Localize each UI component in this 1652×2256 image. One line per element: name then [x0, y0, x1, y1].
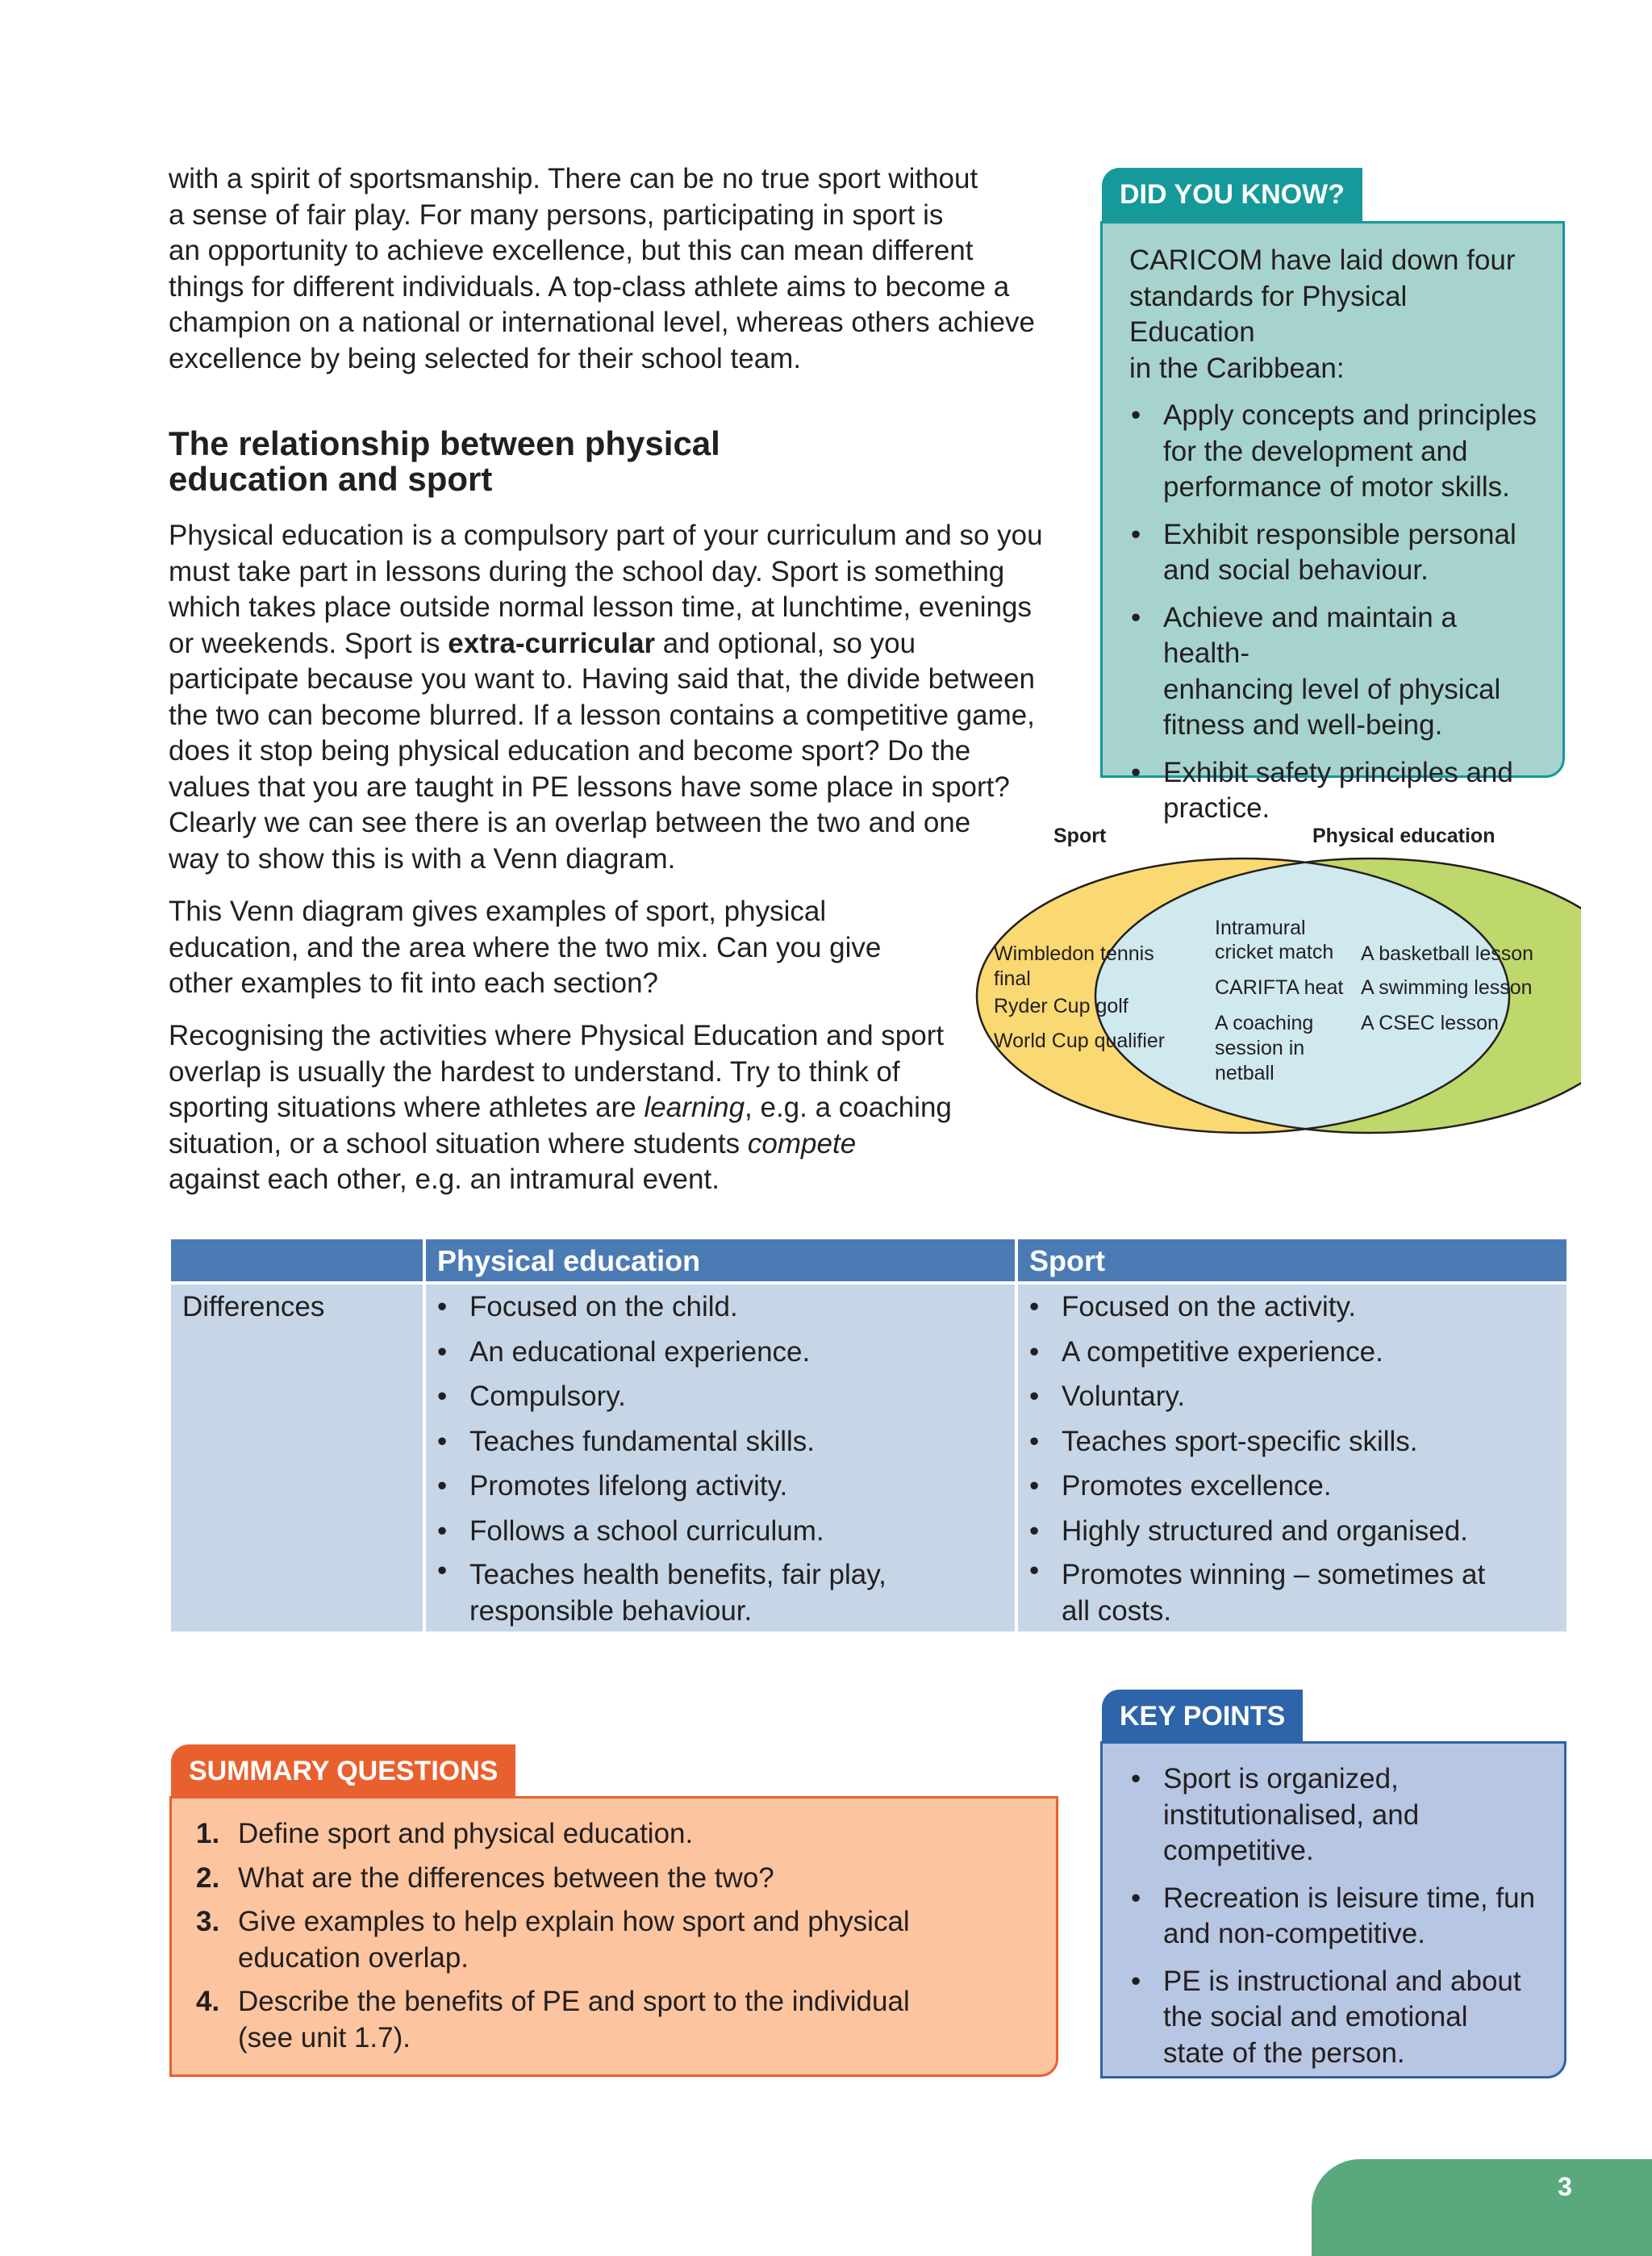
- question-item: [196, 1904, 1032, 1976]
- item-text: An educational experience.: [469, 1335, 811, 1368]
- venn-overlap-item: [1215, 1062, 1274, 1084]
- table-list-item: [436, 1553, 1000, 1629]
- item-line: • Achieve and maintain a health-: [1163, 601, 1457, 669]
- paragraph-line: [169, 1126, 975, 1163]
- venn-overlap-item: [1215, 941, 1333, 963]
- question-line: (see unit 1.7).: [238, 2021, 411, 2053]
- paragraph-line: which takes place outside normal lesson time, at lunchtime, evenings: [169, 591, 1032, 623]
- venn-item-line: A swimming lesson: [1361, 976, 1533, 999]
- text: , e.g. a coaching: [745, 1092, 952, 1123]
- item-line: • Recreation is leisure time, fun: [1163, 1882, 1536, 1914]
- venn-item-line: session in: [1215, 1037, 1305, 1059]
- paragraph-line: against each other, e.g. an intramural event.: [169, 1164, 720, 1195]
- did-you-know-intro: [1129, 243, 1538, 386]
- table-list-item: [1028, 1419, 1560, 1464]
- key-points-box: [1100, 1741, 1566, 2078]
- item-text: Highly structured and organised.: [1062, 1514, 1468, 1547]
- list-item: [1129, 600, 1538, 744]
- question-line: education overlap.: [238, 1941, 469, 1974]
- section-paragraph-1: [169, 518, 1072, 877]
- item-text: Focused on the activity.: [1062, 1291, 1357, 1322]
- section-heading-line: education and sport: [169, 460, 493, 498]
- venn-item-line: Intramural: [1215, 917, 1306, 939]
- item-line: and social behaviour.: [1163, 554, 1429, 586]
- table-list-item: [436, 1330, 1000, 1375]
- item-line: performance of motor skills.: [1163, 471, 1510, 503]
- text: or weekends. Sport is: [169, 627, 448, 659]
- item-line: the social and emotional: [1163, 2001, 1468, 2032]
- paragraph-line: This Venn diagram gives examples of sport, physical: [169, 896, 827, 927]
- table-list-item: [1028, 1285, 1560, 1330]
- item-line: responsible behaviour.: [469, 1594, 753, 1627]
- intro-line: with a spirit of sportsmanship. There can be no true sport without: [169, 163, 978, 194]
- key-points-tab: KEY POINTS: [1102, 1690, 1303, 1743]
- venn-item-line: cricket match: [1215, 941, 1334, 963]
- item-line: • Apply concepts and principles: [1163, 399, 1537, 431]
- section-heading: [169, 426, 720, 497]
- paragraph-line: [169, 626, 1072, 662]
- paragraph-line: does it stop being physical education and become sport? Do the: [169, 735, 971, 767]
- table-header-sport: Sport: [1018, 1239, 1566, 1281]
- question-item: [196, 1984, 1032, 2056]
- section-paragraph-3: [169, 1018, 975, 1198]
- item-line: all costs.: [1062, 1594, 1172, 1627]
- intro-line: standards for Physical Education: [1129, 280, 1408, 348]
- table-list-item: [1028, 1509, 1560, 1554]
- table-list-item: [436, 1509, 1000, 1554]
- venn-sport-item: [994, 967, 1031, 990]
- question-item: [196, 1861, 1032, 1897]
- question-line: Give examples to help explain how sport and physical: [238, 1906, 910, 1937]
- venn-item-line: final: [994, 967, 1031, 990]
- section-heading-line: The relationship between physical: [169, 424, 720, 462]
- summary-questions-box: [169, 1796, 1058, 2077]
- question-number: 3.: [196, 1906, 220, 1937]
- item-text: Promotes lifelong activity.: [469, 1470, 788, 1502]
- item-text: Follows a school curriculum.: [469, 1514, 824, 1547]
- venn-item-line: CARIFTA heat: [1215, 976, 1344, 999]
- paragraph-line: education, and the area where the two mix. Can you give: [169, 931, 882, 963]
- item-text: Promotes excellence.: [1062, 1470, 1332, 1502]
- venn-pe-item: [1361, 976, 1533, 999]
- question-line: Describe the benefits of PE and sport to the individual: [238, 1986, 910, 2017]
- table-list-item: [436, 1419, 1000, 1464]
- item-line: enhancing level of physical: [1163, 673, 1501, 705]
- did-you-know-tab: DID YOU KNOW?: [1102, 168, 1362, 221]
- venn-item-line: World Cup qualifier: [994, 1030, 1166, 1052]
- list-item: [1129, 1964, 1540, 2072]
- paragraph-line: Clearly we can see there is an overlap between the two and one: [169, 807, 971, 838]
- item-line: practice.: [1163, 792, 1270, 824]
- list-item: [1129, 1881, 1540, 1953]
- table-column-divider: [1015, 1239, 1018, 1631]
- bold-term: extra-curricular: [448, 627, 656, 659]
- venn-overlap-item: [1215, 1012, 1313, 1034]
- venn-item-line: netball: [1215, 1062, 1274, 1084]
- item-line: competitive.: [1163, 1835, 1314, 1866]
- paragraph-line: values that you are taught in PE lessons have some place in sport?: [169, 771, 1010, 803]
- list-item: [1129, 517, 1538, 589]
- did-you-know-box: [1100, 221, 1565, 824]
- list-item: [1129, 398, 1538, 506]
- venn-sport-item: [994, 942, 1154, 965]
- question-line: Define sport and physical education.: [238, 1818, 694, 1849]
- venn-sport-title: Sport: [1053, 825, 1107, 847]
- item-line: institutionalised, and: [1163, 1799, 1420, 1831]
- question-number: 4.: [196, 1986, 220, 2017]
- paragraph-line: participate because you want to. Having said that, the divide between: [169, 663, 1036, 695]
- paragraph-line: Recognising the activities where Physical Education and sport: [169, 1020, 945, 1051]
- table-list-item: [436, 1464, 1000, 1509]
- item-text: Focused on the child.: [469, 1291, 738, 1322]
- venn-diagram: [968, 815, 1581, 1154]
- intro-paragraph: [169, 161, 1072, 377]
- text: situation, or a school situation where students: [169, 1127, 748, 1159]
- intro-line: a sense of fair play. For many persons, participating in sport is: [169, 198, 944, 231]
- table-header-empty: [171, 1239, 423, 1281]
- venn-item-line: A basketball lesson: [1361, 942, 1534, 965]
- question-number: 2.: [196, 1861, 220, 1894]
- question-line: What are the differences between the two?: [238, 1861, 774, 1894]
- venn-sport-item: [994, 1030, 1165, 1052]
- item-text: Teaches sport-specific skills.: [1062, 1425, 1418, 1457]
- venn-item-line: A CSEC lesson: [1361, 1012, 1499, 1034]
- table-row-label: Differences: [182, 1291, 325, 1322]
- item-line: for the development and: [1163, 435, 1468, 467]
- intro-line: things for different individuals. A top-class athlete aims to become a: [169, 270, 1010, 303]
- venn-overlap-item: [1215, 917, 1306, 939]
- venn-sport-item: [994, 995, 1128, 1017]
- venn-pe-item: [1361, 942, 1533, 965]
- item-line: fitness and well-being.: [1163, 709, 1443, 741]
- table-list-item: [1028, 1464, 1560, 1509]
- item-text: Compulsory.: [469, 1381, 626, 1412]
- table-list-item: [436, 1374, 1000, 1419]
- paragraph-line: the two can become blurred. If a lesson contains a competitive game,: [169, 699, 1035, 731]
- table-column-divider: [423, 1239, 426, 1631]
- table-list-item: [1028, 1330, 1560, 1375]
- table-list-item: [1028, 1553, 1560, 1629]
- paragraph-line: must take part in lessons during the school day. Sport is something: [169, 555, 1005, 587]
- sport-differences-list: [1028, 1285, 1560, 1629]
- text: and optional, so you: [655, 627, 916, 659]
- table-header-pe: Physical education: [426, 1239, 1015, 1281]
- question-number: 1.: [196, 1818, 220, 1849]
- emphasis: compete: [747, 1127, 857, 1159]
- comparison-table: [171, 1239, 1566, 1631]
- paragraph-line: other examples to fit into each section?: [169, 967, 659, 999]
- venn-item-line: A coaching: [1215, 1012, 1314, 1034]
- item-line: • Exhibit responsible personal: [1163, 518, 1516, 550]
- intro-line: excellence by being selected for their school team.: [169, 342, 802, 374]
- summary-questions-tab: SUMMARY QUESTIONS: [171, 1744, 515, 1798]
- venn-overlap-item: [1215, 976, 1343, 999]
- item-text: Teaches fundamental skills.: [469, 1425, 815, 1457]
- key-points-list: [1129, 1761, 1540, 2071]
- venn-pe-title: Physical education: [1312, 825, 1496, 847]
- paragraph-line: Physical education is a compulsory part of your curriculum and so you: [169, 520, 1043, 551]
- item-line: • PE is instructional and about: [1163, 1965, 1521, 1997]
- item-line: • Sport is organized,: [1163, 1763, 1399, 1794]
- page-number: 3: [1558, 2172, 1572, 2201]
- item-text: A competitive experience.: [1062, 1335, 1383, 1368]
- table-list-item: [436, 1285, 1000, 1330]
- intro-line: an opportunity to achieve excellence, but this can mean different: [169, 235, 974, 266]
- venn-item-line: Ryder Cup golf: [994, 995, 1128, 1017]
- venn-item-line: Wimbledon tennis: [994, 942, 1154, 965]
- intro-line: CARICOM have laid down four: [1129, 244, 1516, 276]
- paragraph-line: [169, 1090, 975, 1126]
- venn-overlap-item: [1215, 1037, 1304, 1059]
- item-line: • Teaches health benefits, fair play,: [469, 1559, 886, 1590]
- item-line: • Exhibit safety principles and: [1163, 756, 1513, 788]
- item-line: state of the person.: [1163, 2037, 1405, 2069]
- text: sporting situations where athletes are: [169, 1092, 645, 1123]
- paragraph-line: way to show this is with a Venn diagram.: [169, 842, 676, 875]
- page-number-tab: [1312, 2159, 1652, 2256]
- paragraph-line: overlap is usually the hardest to understand. Try to think of: [169, 1055, 900, 1088]
- intro-line: champion on a national or international level, whereas others achieve: [169, 307, 1035, 338]
- question-item: [196, 1816, 1032, 1853]
- summary-questions-list: [196, 1816, 1032, 2056]
- list-item: [1129, 1761, 1540, 1870]
- table-list-item: [1028, 1374, 1560, 1419]
- item-line: and non-competitive.: [1163, 1918, 1425, 1949]
- did-you-know-list: [1129, 398, 1538, 827]
- pe-differences-list: [436, 1285, 1000, 1629]
- item-text: Voluntary.: [1062, 1381, 1186, 1412]
- emphasis: learning: [644, 1092, 745, 1123]
- section-paragraph-2: [169, 894, 975, 1002]
- item-line: • Promotes winning – sometimes at: [1062, 1559, 1486, 1590]
- intro-line: in the Caribbean:: [1129, 352, 1345, 384]
- venn-pe-item: [1361, 1012, 1499, 1034]
